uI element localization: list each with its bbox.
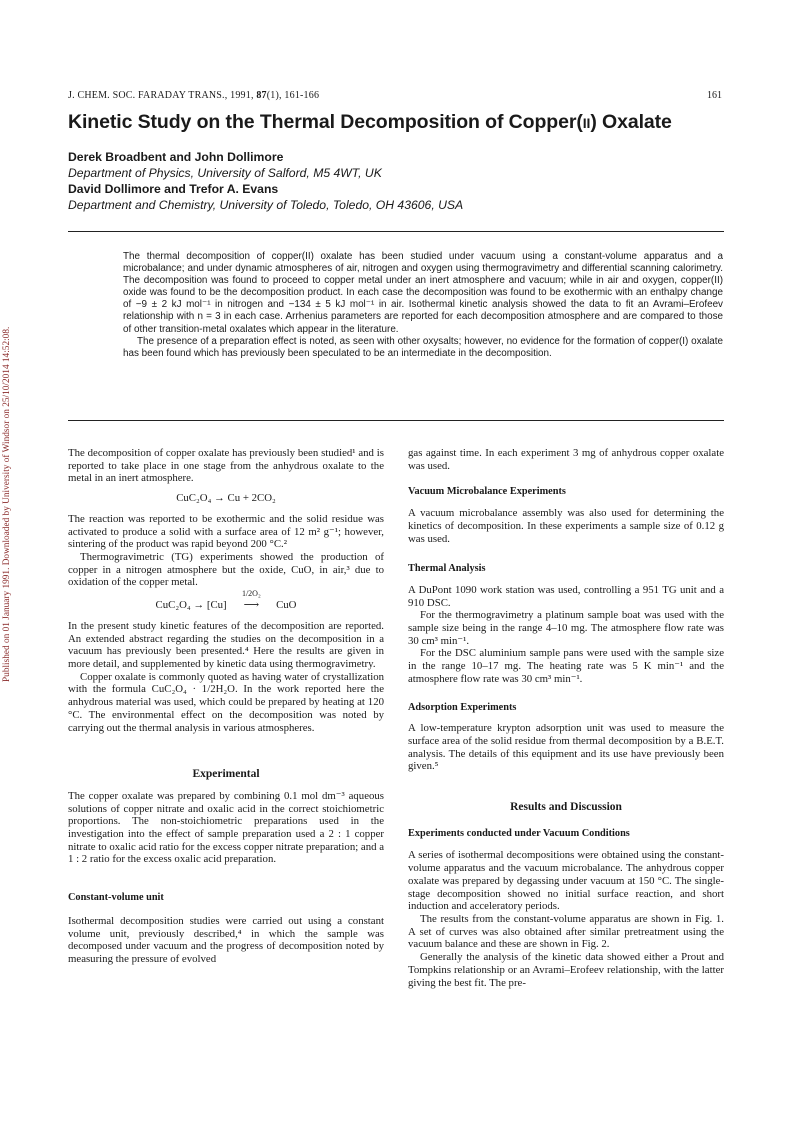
author-names-2: David Dollimore and Trefor A. Evans	[68, 182, 279, 196]
equation-1: CuC₂O₄ → Cu + 2CO₂	[176, 492, 276, 505]
intro-paragraph-3: Thermogravimetric (TG) experiments showed the production of copper in a nitrogen atmosphere but the oxide, CuO, in air,³ due to oxidation of the copper metal.	[68, 550, 384, 589]
left-column	[68, 447, 384, 966]
intro-paragraph-4: In the present study kinetic features of the decomposition are reported. An extended abstract regarding the studies on the decomposition in a vacuum has previously been presented.⁴ Here the results are given in more detail, and supplemented by kinetic data using thermogravimetry.	[68, 619, 384, 670]
abstract	[123, 251, 723, 360]
reaction-arrow-label: 1/2O₂	[241, 589, 261, 599]
equation-2	[68, 589, 384, 612]
title-text: Kinetic Study on the Thermal Decomposition of Copper(	[68, 111, 583, 133]
header-divider	[68, 231, 724, 232]
article-title	[68, 111, 672, 134]
heading-constant-volume-unit: Constant-volume unit	[68, 892, 164, 904]
abstract-paragraph-2: The presence of a preparation effect is noted, as seen with other oxysalts; however, no evidence for the formation of copper(I) oxalate has been found which has previously been speculated to be an intermediate in the decomposition.	[123, 335, 723, 359]
thermal-paragraph-2: For the thermogravimetry a platinum sample boat was used with the sample size being in the range 4–10 mg. The atmosphere flow rate was 30 cm³ min⁻¹.	[408, 609, 724, 647]
heading-vacuum-microbalance: Vacuum Microbalance Experiments	[408, 486, 566, 498]
download-watermark: Published on 01 January 1991. Downloaded by University of Windsor on 25/10/2014 14:52:08.	[2, 326, 12, 682]
running-head	[68, 90, 319, 101]
gas-paragraph: gas against time. In each experiment 3 mg of anhydrous copper oxalate was used.	[408, 447, 724, 472]
intro-paragraph-5: Copper oxalate is commonly quoted as having water of crystallization with the formula CuC₂O₄ · 1/2H₂O. In the work reported here the anhydrous material was used, which could be prepared by heating at 120 °C. The environmental effect on the decomposition was noted by carrying out the thermal analysis in various atmospheres.	[68, 670, 384, 734]
affiliation-2: Department and Chemistry, University of Toledo, Toledo, OH 43606, USA	[68, 198, 464, 212]
volume-number: 87	[256, 90, 267, 101]
abstract-paragraph-1: The thermal decomposition of copper(II) oxalate has been studied under vacuum using a constant-volume apparatus and a microbalance; and under dynamic atmospheres of air, nitrogen and oxygen using thermogravimetry and differential scanning calorimetry. The decomposition was found to proceed to copper metal under an inert atmosphere and vacuum; while in air and oxygen, copper(II) oxide was found to be the decomposition product. In each case the decomposition was found to be exothermic with an enthalpy change of −9 ± 2 kJ mol⁻¹ in nitrogen and −134 ± 5 kJ mol⁻¹ in air. Isothermal kinetic analysis showed the data to fit an Avrami–Erofeev relationship with n = 3 in each case. Arrhenius parameters are reported for each decomposition atmosphere and are compared to those of other transition-metal oxalates which appear in the literature.	[123, 251, 723, 335]
adsorption-paragraph: A low-temperature krypton adsorption unit was used to measure the surface area of the solid residue from thermal decomposition by a B.E.T. analysis. The details of this equipment and its use have previously been given.⁵	[408, 722, 724, 773]
experimental-paragraph: The copper oxalate was prepared by combining 0.1 mol dm⁻³ aqueous solutions of copper nitrate and oxalic acid in the correct stoichiometric proportions. The non-stoichiometric preparations used in the investigation into the effect of sample preparation used a 2 : 1 copper nitrate to oxalic acid ratio for the excess copper nitrate preparation; and a 1 : 2 ratio for the excess oxalic acid preparation.	[68, 789, 384, 866]
abstract-divider	[68, 420, 724, 421]
page-number: 161	[707, 90, 722, 101]
title-text-end: ) Oxalate	[590, 111, 672, 133]
affiliation-1: Department of Physics, University of Salford, M5 4WT, UK	[68, 166, 382, 180]
heading-results-discussion: Results and Discussion	[510, 801, 622, 814]
heading-experimental: Experimental	[192, 768, 260, 781]
issue-pages: (1), 161-166	[266, 90, 320, 101]
heading-thermal-analysis: Thermal Analysis	[408, 563, 486, 575]
reaction-arrow: 1/2O₂ ⟶	[229, 599, 273, 612]
heading-vacuum-conditions: Experiments conducted under Vacuum Conditions	[408, 827, 630, 839]
results-paragraph-1: A series of isothermal decompositions were obtained using the constant-volume apparatus and the vacuum microbalance. The anhydrous copper oxalate was prepared by degassing under vacuum at 150 °C. The single-stage decomposition showed no initial surface reaction, and short induction and acceleratory periods.	[408, 849, 724, 913]
intro-paragraph-2: The reaction was reported to be exothermic and the solid residue was activated to produce a solid with a surface area of 12 m² g⁻¹; however, sintering of the product was rapid beyond 200 °C.²	[68, 512, 384, 551]
journal-citation: J. CHEM. SOC. FARADAY TRANS., 1991,	[68, 90, 254, 101]
results-paragraph-3: Generally the analysis of the kinetic data showed either a Prout and Tompkins relationship or an Avrami–Erofeev relationship, with the latter giving the best fit. The pre-	[408, 951, 724, 989]
equation-2-product: CuO	[276, 599, 297, 612]
thermal-paragraph-1: A DuPont 1090 work station was used, controlling a 951 TG unit and a 910 DSC.	[408, 583, 724, 609]
right-column	[408, 447, 724, 989]
thermal-paragraph-3: For the DSC aluminium sample pans were used with the sample size in the range 10–17 mg. The heating rate was 5 K min⁻¹ and the atmosphere flow rate was 30 cm³ min⁻¹.	[408, 647, 724, 685]
microbalance-paragraph: A vacuum microbalance assembly was also used for determining the kinetics of decomposition. In these experiments a sample size of 0.12 g was used.	[408, 507, 724, 545]
equation-2-reactants: CuC₂O₄ → [Cu]	[155, 599, 227, 612]
title-oxidation-state: II	[582, 115, 591, 131]
intro-paragraph-1: The decomposition of copper oxalate has previously been studied¹ and is reported to take place in one stage from the anhydrous oxalate to the metal in an inert atmosphere.	[68, 447, 384, 485]
constant-volume-paragraph: Isothermal decomposition studies were carried out using a constant volume unit, previously described,⁴ in which the sample was decomposed under vacuum and the progress of decomposition noted by measuring the pressure of evolved	[68, 914, 384, 965]
author-names-1: Derek Broadbent and John Dollimore	[68, 150, 284, 164]
results-paragraph-2: The results from the constant-volume apparatus are shown in Fig. 1. A set of curves was also obtained after similar pretreatment using the vacuum balance and these are shown in Fig. 2.	[408, 912, 724, 951]
heading-adsorption-experiments: Adsorption Experiments	[408, 701, 517, 713]
